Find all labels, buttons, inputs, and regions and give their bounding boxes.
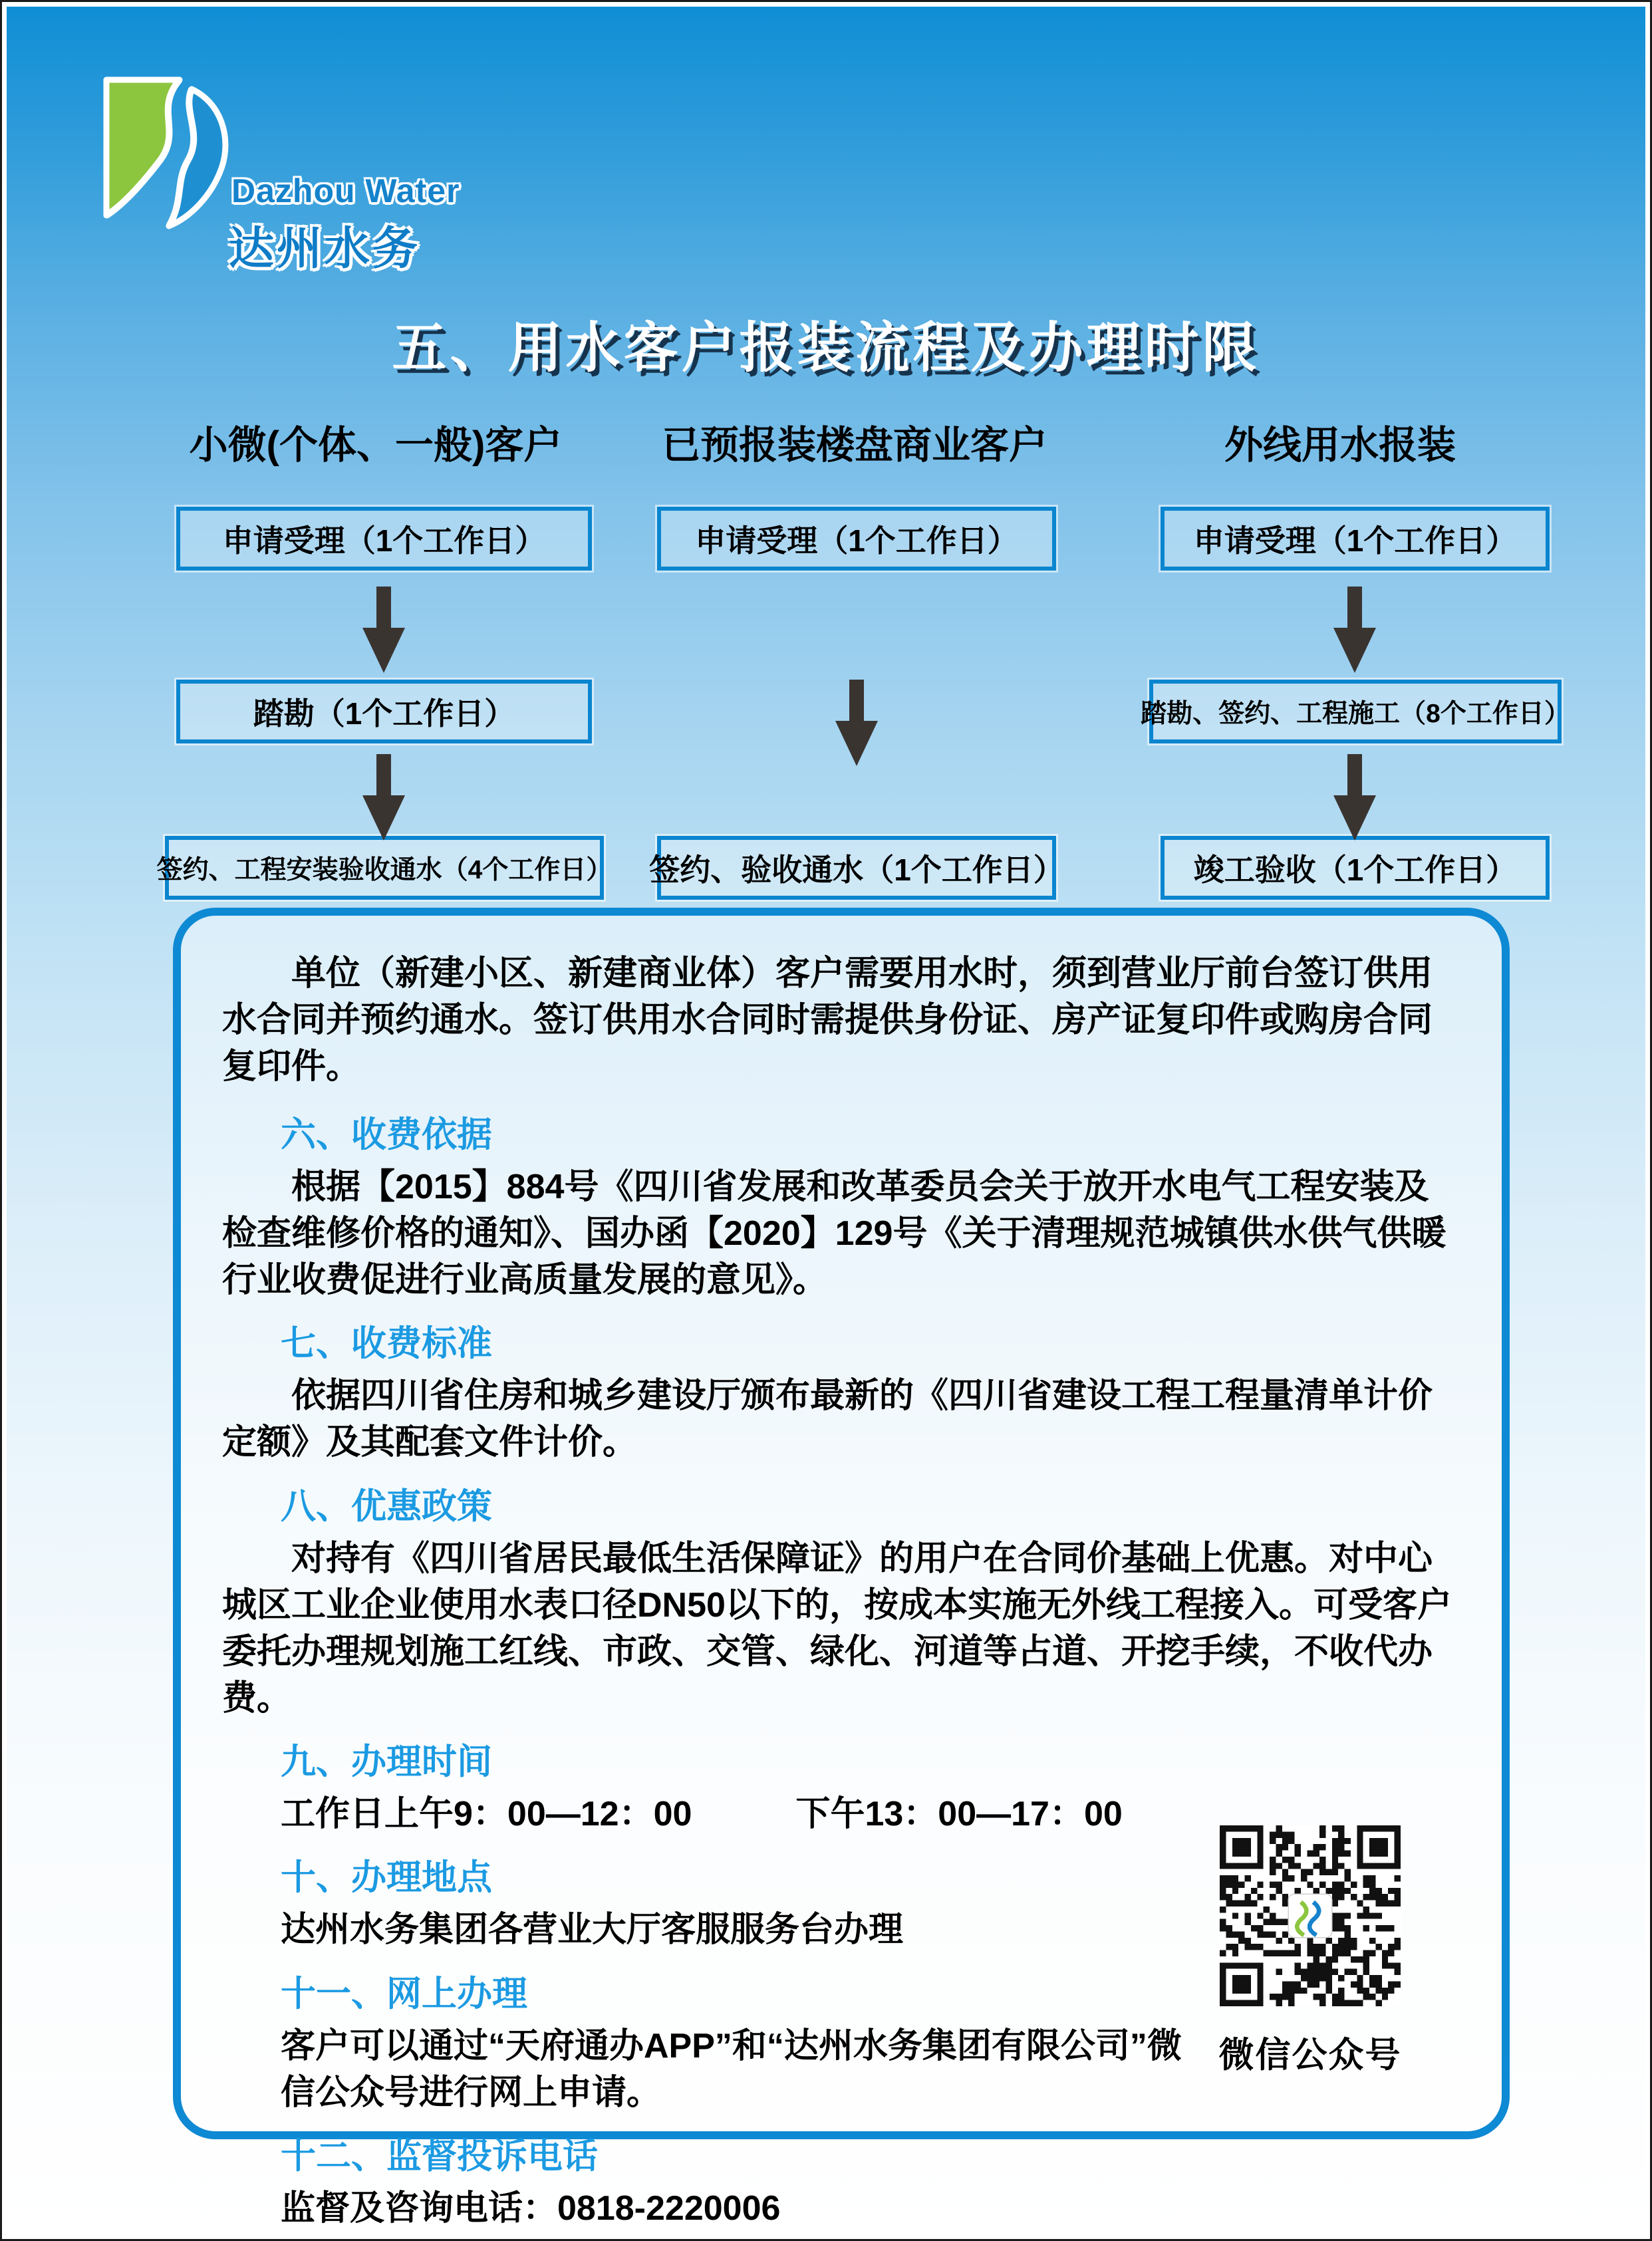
section-body-office-location: 达州水务集团各营业大厅客服服务台办理 [281, 1911, 904, 1950]
column-header-outside-line: 外线用水报装 [1224, 424, 1456, 467]
down-arrow-icon [835, 680, 878, 766]
flow-step-box: 申请受理（1个工作日） [176, 507, 592, 571]
section-heading-online-service: 十一、网上办理 [281, 1974, 527, 2014]
down-arrow-icon [362, 587, 405, 673]
flow-step-box: 竣工验收（1个工作日） [1161, 836, 1550, 900]
section-body-fee-standard: 依据四川省住房和城乡建设厅颁布最新的《四川省建设工程工程量清单计价定额》及其配套文件计价。 [222, 1377, 1433, 1462]
section-heading-discount-policy: 八、优惠政策 [281, 1486, 492, 1526]
flow-step-box: 申请受理（1个工作日） [1161, 507, 1550, 571]
section-heading-office-location: 十、办理地点 [281, 1858, 492, 1898]
section-heading-fee-basis: 六、收费依据 [281, 1115, 492, 1154]
logo-text-cn: 达州水务 [229, 223, 421, 274]
water-drop-logo-icon [100, 73, 229, 233]
wechat-qr-block [1217, 1825, 1403, 2077]
flow-step-box: 签约、工程安装验收通水（4个工作日） [165, 836, 604, 900]
section-heading-office-hours: 九、办理时间 [281, 1742, 492, 1782]
qr-caption: 微信公众号 [1218, 2036, 1402, 2075]
column-header-prefitted-commercial: 已预报装楼盘商业客户 [661, 424, 1047, 467]
poster-background [7, 7, 1645, 2234]
down-arrow-icon [362, 754, 405, 841]
page-title: 五、用水客户报装流程及办理时限 [392, 318, 1260, 378]
section-body-office-hours: 工作日上午9：00—12：00 下午13：00—17：00 [281, 1795, 1123, 1834]
section-body-online-service: 客户可以通过“天府通办APP”和“达州水务集团有限公司”微信公众号进行网上申请。 [281, 2026, 1182, 2112]
column-header-small-customers: 小微(个体、一般)客户 [189, 424, 563, 467]
dazhou-water-logo [100, 73, 565, 279]
info-panel [173, 908, 1510, 2228]
section-heading-fee-standard: 七、收费标准 [281, 1324, 492, 1364]
flow-step-box: 申请受理（1个工作日） [657, 507, 1056, 571]
section-heading-complaint-phone: 十二、监督投诉电话 [281, 2137, 598, 2176]
logo-text-en: Dazhou Water [231, 172, 460, 209]
section-body-complaint-phone: 监督及咨询电话：0818-2220006 [281, 2189, 781, 2228]
flow-step-box: 踏勘、签约、工程施工（8个工作日） [1149, 680, 1562, 743]
section-body-fee-basis: 根据【2015】884号《四川省发展和改革委员会关于放开水电气工程安装及检查维修价格的通知》、国办函【2020】129号《关于清理规范城镇供水供气供暖行业收费促进行业高质量发展的意见》。 [222, 1167, 1446, 1299]
flow-step-box: 踏勘（1个工作日） [176, 680, 592, 743]
qr-code [1217, 1825, 1403, 2010]
down-arrow-icon [1333, 587, 1376, 673]
intro-paragraph: 单位（新建小区、新建商业体）客户需要用水时，须到营业厅前台签订供用水合同并预约通水。签订供用水合同时需提供身份证、房产证复印件或购房合同复印件。 [222, 954, 1433, 1087]
section-body-discount-policy: 对持有《四川省居民最低生活保障证》的用户在合同价基础上优惠。对中心城区工业企业使用水表口径DN50以下的，按成本实施无外线工程接入。可受客户委托办理规划施工红线、市政、交管、绿化、河道等占道、开挖手续，不收代办费。 [222, 1539, 1452, 1718]
down-arrow-icon [1333, 754, 1376, 841]
flow-step-box: 签约、验收通水（1个工作日） [657, 836, 1056, 900]
